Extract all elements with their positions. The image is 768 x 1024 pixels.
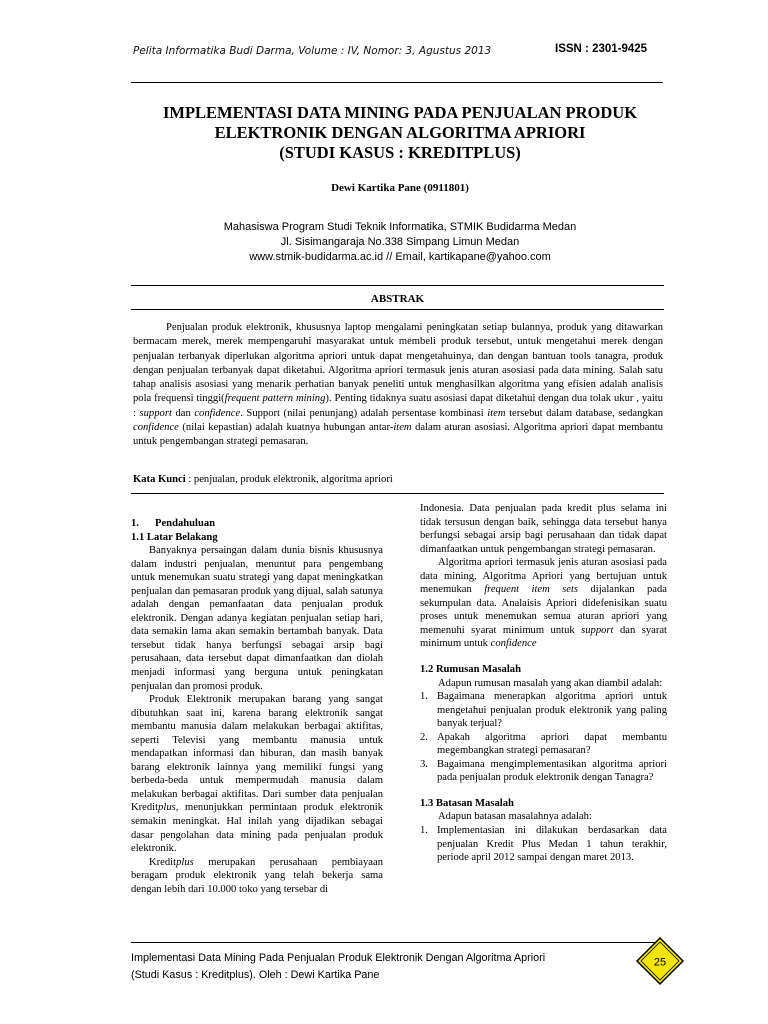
abstract-top-rule	[131, 285, 664, 286]
header-rule	[131, 82, 663, 83]
title-line-2: ELEKTRONIK DENGAN ALGORITMA APRIORI	[214, 123, 586, 142]
issn	[555, 43, 647, 55]
body-paragraph: Produk Elektronik merupakan barang yang sangat dibutuhkan saat ini, karena barang elektronik sangat membantu manusia dalam melakukan berbagai aktifitas, seperti Televisi yang membantu manusia untuk mendapatkan informasi dan hiburan, dan masih banyak barang elektronik lainnya yang memiliki fungsi yang berbeda-beda untuk mempermudah manusia dalam melakukan berbagai aktifitas. Dari sumber data penjualan Kreditplus, menunjukkan permintaan produk elektronik semakin meningkat. Hal inilah yang dijadikan sebagai dasar pengolahan data mining pada penjualan produk elektronik.	[131, 694, 383, 855]
keywords-text: : penjualan, produk elektronik, algoritma apriori	[185, 474, 393, 485]
paper-title	[100, 103, 700, 163]
section-1-heading: 1. Pendahuluan	[131, 518, 216, 529]
affiliation	[100, 220, 700, 265]
abstract-paragraph: Penjualan produk elektronik, khususnya laptop mengalami peningkatan setiap bulannya, produk yang ditawarkan bermacam merek, merek mempengaruhi masyarakat untuk membeli produk tersebut, untuk mengetahui merek dengan penjualan terbanyak diperlukan algoritma apriori untuk dapat mengetahuinya, dan dengan bantuan tools tanagra, produk dengan penjualan terbanyak dapat diketahui. Algoritma apriori termasuk jenis aturan asosiasi pada data mining. Salah satu tahap analisis asosiasi yang menarik perhatian banyak peneliti untuk menghasilkan algoritma yang efisien adalah analisis pola frequensi tinggi(frequent pattern mining). Penting tidaknya suatu asosiasi dapat diketahui dengan dua tolak ukur , yaitu : support dan confidence. Support (nilai penunjang) adalah persentase kombinasi item tersebut dalam database, sedangkan confidence (nilai kepastian) adalah kuatnya hubungan antar-item dalam aturan asosiasi. Algoritma apriori dapat membantu untuk pengembangan strategi pemasaran.	[133, 322, 664, 448]
left-column	[131, 517, 383, 896]
affiliation-line-2: Jl. Sisimangaraja No.338 Simpang Limun Medan	[280, 236, 520, 248]
issn-label: ISSN :	[555, 43, 589, 55]
section-1-1-heading: 1.1 Latar Belakang	[131, 531, 218, 543]
title-line-1: IMPLEMENTASI DATA MINING PADA PENJUALAN PRODUK	[162, 103, 638, 122]
affiliation-line-1: Mahasiswa Program Studi Teknik Informatika, STMIK Budidarma Medan	[223, 221, 577, 233]
section-intro: Adapun rumusan masalah yang akan diambil adalah:	[438, 677, 663, 689]
footer-rule	[131, 942, 663, 943]
list-item: 1. Implementasian ini dilakukan berdasarkan data penjualan Kredit Plus Medan 1 tahun terakhir, periode april 2012 sampai dengan maret 2013.	[420, 825, 667, 864]
journal-header: Pelita Informatika Budi Darma, Volume : IV, Nomor: 3, Agustus 2013	[133, 45, 492, 57]
page-number: 25	[653, 956, 667, 969]
keywords-label: Kata Kunci	[133, 474, 186, 485]
author: Dewi Kartika Pane (0911801)	[331, 182, 469, 194]
body-paragraph: Algoritma apriori termasuk jenis aturan asosiasi pada data mining, Algoritma Apriori yang bertujuan untuk menemukan frequent item sets dijalankan pada sekumpulan data. Analaisis Apriori didefenisikan suatu proses untuk menemukan semua aturan apriori yang memenuhi syarat minimum untuk support dan syarat minimum untuk confidence	[420, 557, 667, 650]
list-item: 3. Bagaimana mengimplementasikan algoritma apriori pada penjualan produk elektronik dengan Tanagra?	[420, 758, 667, 784]
footer-line-1: Implementasi Data Mining Pada Penjualan Produk Elektronik Dengan Algoritma Apriori	[131, 952, 546, 964]
affiliation-line-3: www.stmik-budidarma.ac.id // Email, kartikapane@yahoo.com	[249, 251, 551, 263]
list-item: 2. Apakah algoritma apriori dapat membantu megembangkan strategi pemasaran?	[420, 731, 667, 757]
keywords	[133, 474, 663, 485]
section-1-3-heading: 1.3 Batasan Masalah	[420, 797, 514, 809]
list-item: 1. Bagaimana menerapkan algoritma apriori untuk mengetahui penjualan produk elektronik yang paling banyak terjual?	[420, 691, 667, 730]
abstract-heading-rule	[131, 309, 664, 310]
abstract-heading: ABSTRAK	[370, 293, 425, 305]
right-column	[420, 502, 667, 865]
page-number-badge	[635, 936, 685, 986]
footer	[131, 950, 545, 984]
body-paragraph: Kreditplus merupakan perusahaan pembiayaan beragam produk elektronik yang telah bekerja sama dengan lebih dari 10.000 toko yang tersebar di	[131, 856, 383, 895]
section-intro: Adapun batasan masalahnya adalah:	[438, 811, 592, 823]
section-1-2-heading: 1.2 Rumusan Masalah	[420, 664, 521, 676]
title-line-3: (STUDI KASUS : KREDITPLUS)	[279, 143, 521, 162]
abstract-body	[133, 321, 663, 450]
body-paragraph: Indonesia. Data penjualan pada kredit plus selama ini tidak tersusun dengan baik, sehingga data tersebut hanya berfungsi sebagai arsip bagi perusahaan dan tidak dapat dimanfaatkan untuk pengembangan strategi pemasaran.	[420, 503, 667, 555]
footer-line-2: (Studi Kasus : Kreditplus). Oleh : Dewi Kartika Pane	[131, 969, 380, 981]
keywords-rule	[131, 493, 664, 494]
issn-value: 2301-9425	[592, 43, 648, 55]
body-paragraph: Banyaknya persaingan dalam dunia bisnis khususnya dalam industri penjualan, menuntut para pengembang untuk menemukan suatu strategi yang dapat meningkatkan penjualan dan pemasaran produk yang dijual, salah satunya adalah dengan pemanfaatan data penjualan produk elektronik. Dengan adanya kegiatan penjualan setiap hari, data semakin lama akan semakin bertambah banyak. Data tersebut tidak hanya berfungsi sebagai arsip bagi perusahaan, data tersebut dapat dimanfaatkan dan diolah menjadi informasi yang berguna untuk peningkatan penjualan dan promosi produk.	[131, 545, 383, 692]
